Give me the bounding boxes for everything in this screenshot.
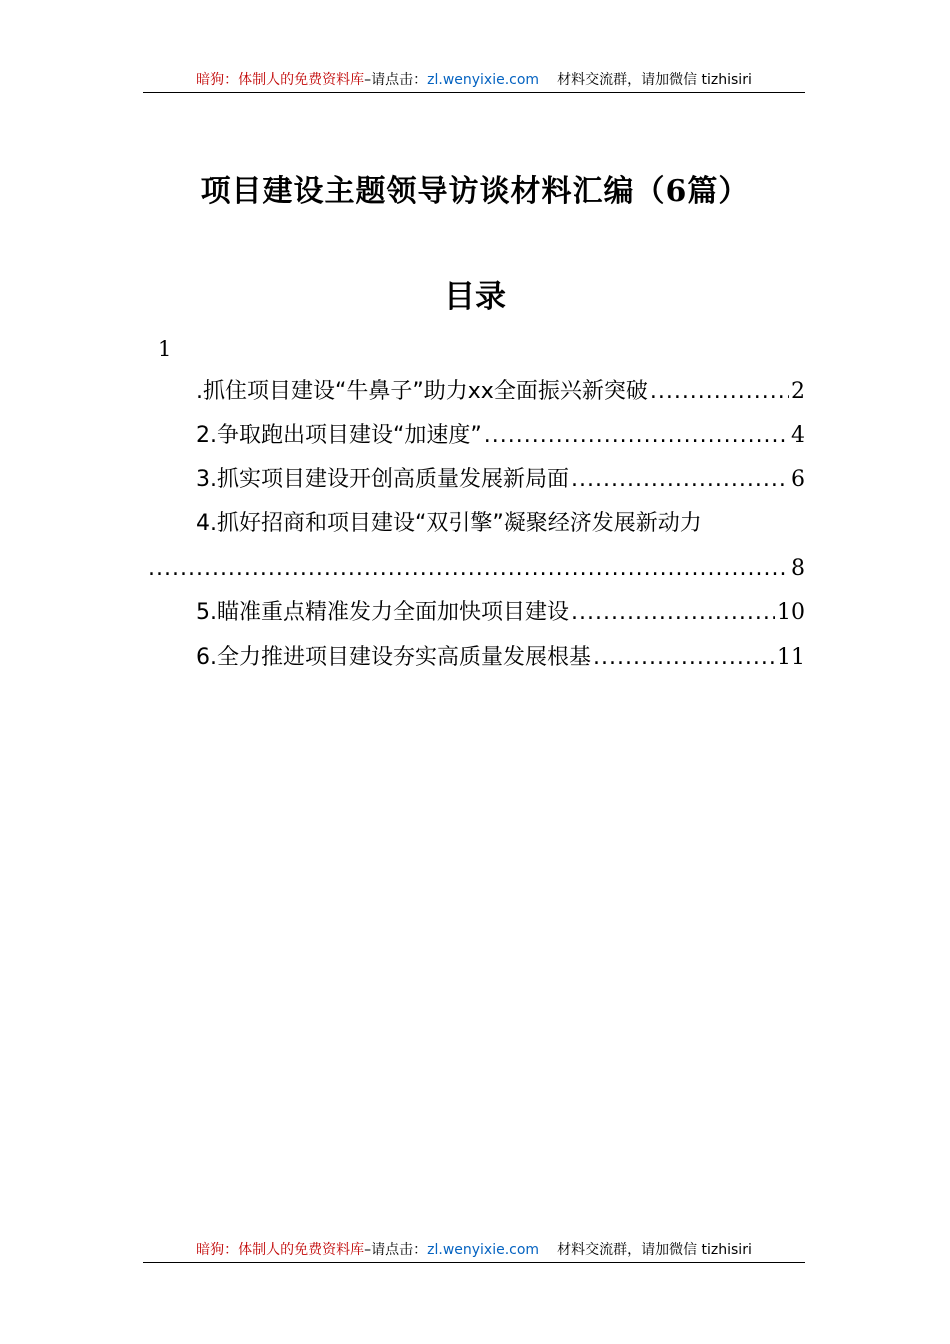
header-prompt: –请点击： (364, 72, 428, 88)
toc-entry-3[interactable] (196, 463, 805, 497)
toc-page-number: 10 (777, 600, 805, 625)
toc-entry-5[interactable] (196, 596, 805, 630)
toc-entry-text: 4.抓好招商和项目建设“双引擎”凝聚经济发展新动力 (196, 511, 702, 536)
toc-page-number: 4 (791, 423, 805, 448)
toc-entry-text: 6.全力推进项目建设夯实高质量发展根基 (196, 645, 591, 670)
toc-entry-text: .抓住项目建设“牛鼻子”助力xx全面振兴新突破 (196, 379, 648, 404)
page-footer (143, 1240, 805, 1263)
document-title: 项目建设主题领导访谈材料汇编（6篇） (200, 174, 750, 209)
toc-leader (571, 463, 789, 497)
header-note: 材料交流群，请加微信 tizhisiri (557, 72, 752, 88)
toc-page-number: 8 (791, 556, 805, 581)
toc-heading: 目录 (444, 279, 506, 315)
stray-number: 1 (158, 337, 172, 361)
toc-entry-4[interactable] (196, 507, 805, 541)
toc-entry-text: 3.抓实项目建设开创高质量发展新局面 (196, 467, 569, 492)
header-link[interactable]: zl.wenyixie.com (427, 72, 540, 88)
toc-leader (571, 596, 775, 630)
toc-leader (593, 641, 775, 675)
toc-page-number: 11 (777, 645, 805, 670)
toc-entry-4-continued[interactable] (146, 552, 805, 586)
toc-leader (484, 419, 789, 453)
toc-page-number: 6 (791, 467, 805, 492)
toc-page-number: 2 (791, 379, 805, 404)
footer-prompt: –请点击： (364, 1242, 428, 1258)
toc-entry-text: 2.争取跑出项目建设“加速度” (196, 423, 482, 448)
toc-entry-6[interactable] (196, 641, 805, 675)
page-header (143, 70, 805, 93)
footer-link[interactable]: zl.wenyixie.com (427, 1242, 540, 1258)
toc-entry-1[interactable] (196, 375, 805, 409)
footer-brand: 暗狗：体制人的免费资料库 (196, 1242, 365, 1258)
footer-note: 材料交流群，请加微信 tizhisiri (557, 1242, 752, 1258)
header-brand: 暗狗：体制人的免费资料库 (196, 72, 365, 88)
toc-leader (650, 375, 789, 409)
toc-entry-2[interactable] (196, 419, 805, 453)
toc-leader (148, 552, 789, 586)
toc-entry-text: 5.瞄准重点精准发力全面加快项目建设 (196, 600, 569, 625)
